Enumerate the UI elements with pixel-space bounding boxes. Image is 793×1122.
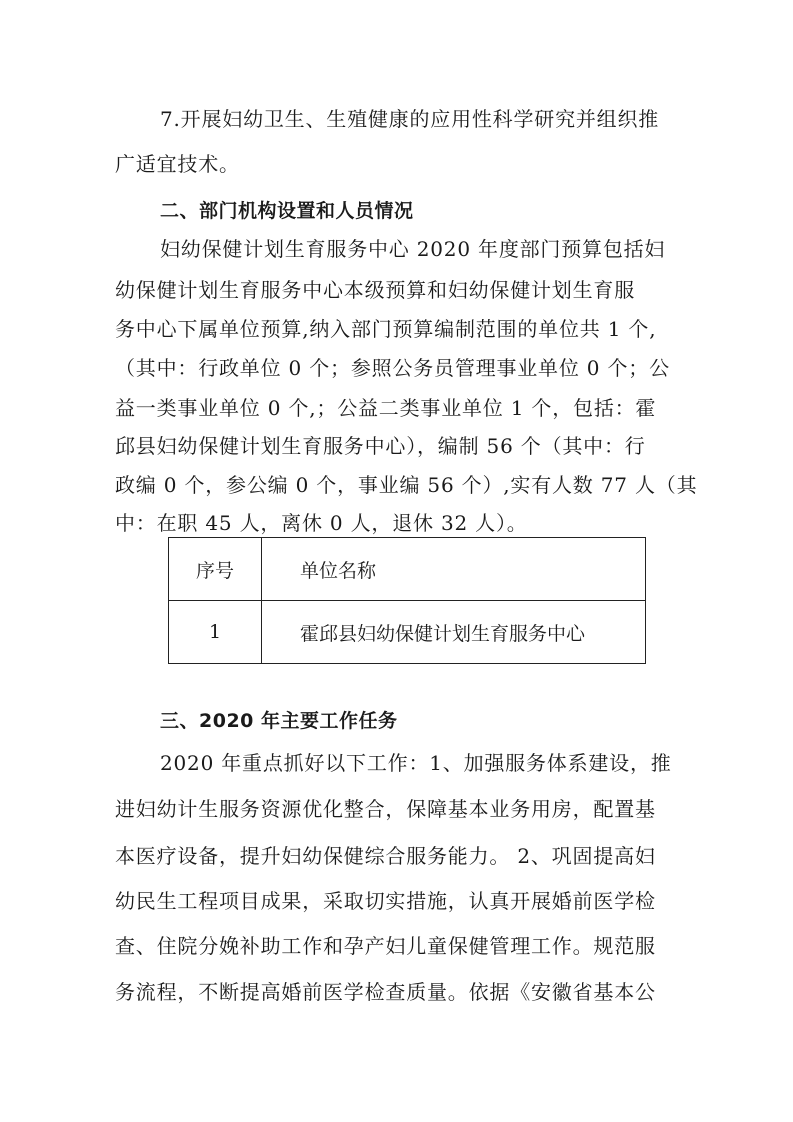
table-header-cell: 序号 (169, 538, 262, 601)
paragraph-line: （其中：行政单位 0 个；参照公务员管理事业单位 0 个；公 (115, 356, 670, 380)
paragraph-line: 进妇幼计生服务资源优化整合，保障基本业务用房，配置基 (115, 797, 656, 821)
paragraph-line: 益一类事业单位 0 个,；公益二类事业单位 1 个，包括：霍 (115, 396, 657, 420)
units-table (168, 537, 646, 664)
section-heading: 三、2020 年主要工作任务 (160, 710, 398, 732)
paragraph-line: 邱县妇幼保健计划生育服务中心），编制 56 个（其中：行 (115, 434, 646, 458)
paragraph-line: 2020 年重点抓好以下工作：1、加强服务体系建设，推 (160, 751, 672, 775)
paragraph-line: 幼民生工程项目成果，采取切实措施，认真开展婚前医学检 (115, 889, 656, 913)
paragraph-line: 广适宜技术。 (115, 152, 240, 176)
table-header-row (169, 538, 646, 601)
table-cell: 1 (169, 601, 262, 664)
paragraph-line: 7.开展妇幼卫生、生殖健康的应用性科学研究并组织推 (160, 107, 660, 131)
table-cell: 霍邱县妇幼保健计划生育服务中心 (262, 601, 646, 664)
table-header-cell: 单位名称 (262, 538, 646, 601)
paragraph-line: 务流程，不断提高婚前医学检查质量。依据《安徽省基本公 (115, 980, 656, 1004)
paragraph-line: 查、住院分娩补助工作和孕产妇儿童保健管理工作。规范服 (115, 934, 656, 958)
paragraph-line: 务中心下属单位预算,纳入部门预算编制范围的单位共 1 个, (115, 317, 657, 341)
paragraph-line: 中：在职 45 人，离休 0 人，退休 32 人）。 (115, 511, 528, 535)
paragraph-line: 政编 0 个，参公编 0 个，事业编 56 个）,实有人数 77 人（其 (115, 473, 698, 497)
table-row (169, 601, 646, 664)
paragraph-line: 幼保健计划生育服务中心本级预算和妇幼保健计划生育服 (115, 278, 635, 302)
paragraph-line: 妇幼保健计划生育服务中心 2020 年度部门预算包括妇 (160, 237, 666, 261)
section-heading: 二、部门机构设置和人员情况 (160, 200, 414, 222)
paragraph-line: 本医疗设备，提升妇幼保健综合服务能力。 2、巩固提高妇 (115, 844, 656, 868)
